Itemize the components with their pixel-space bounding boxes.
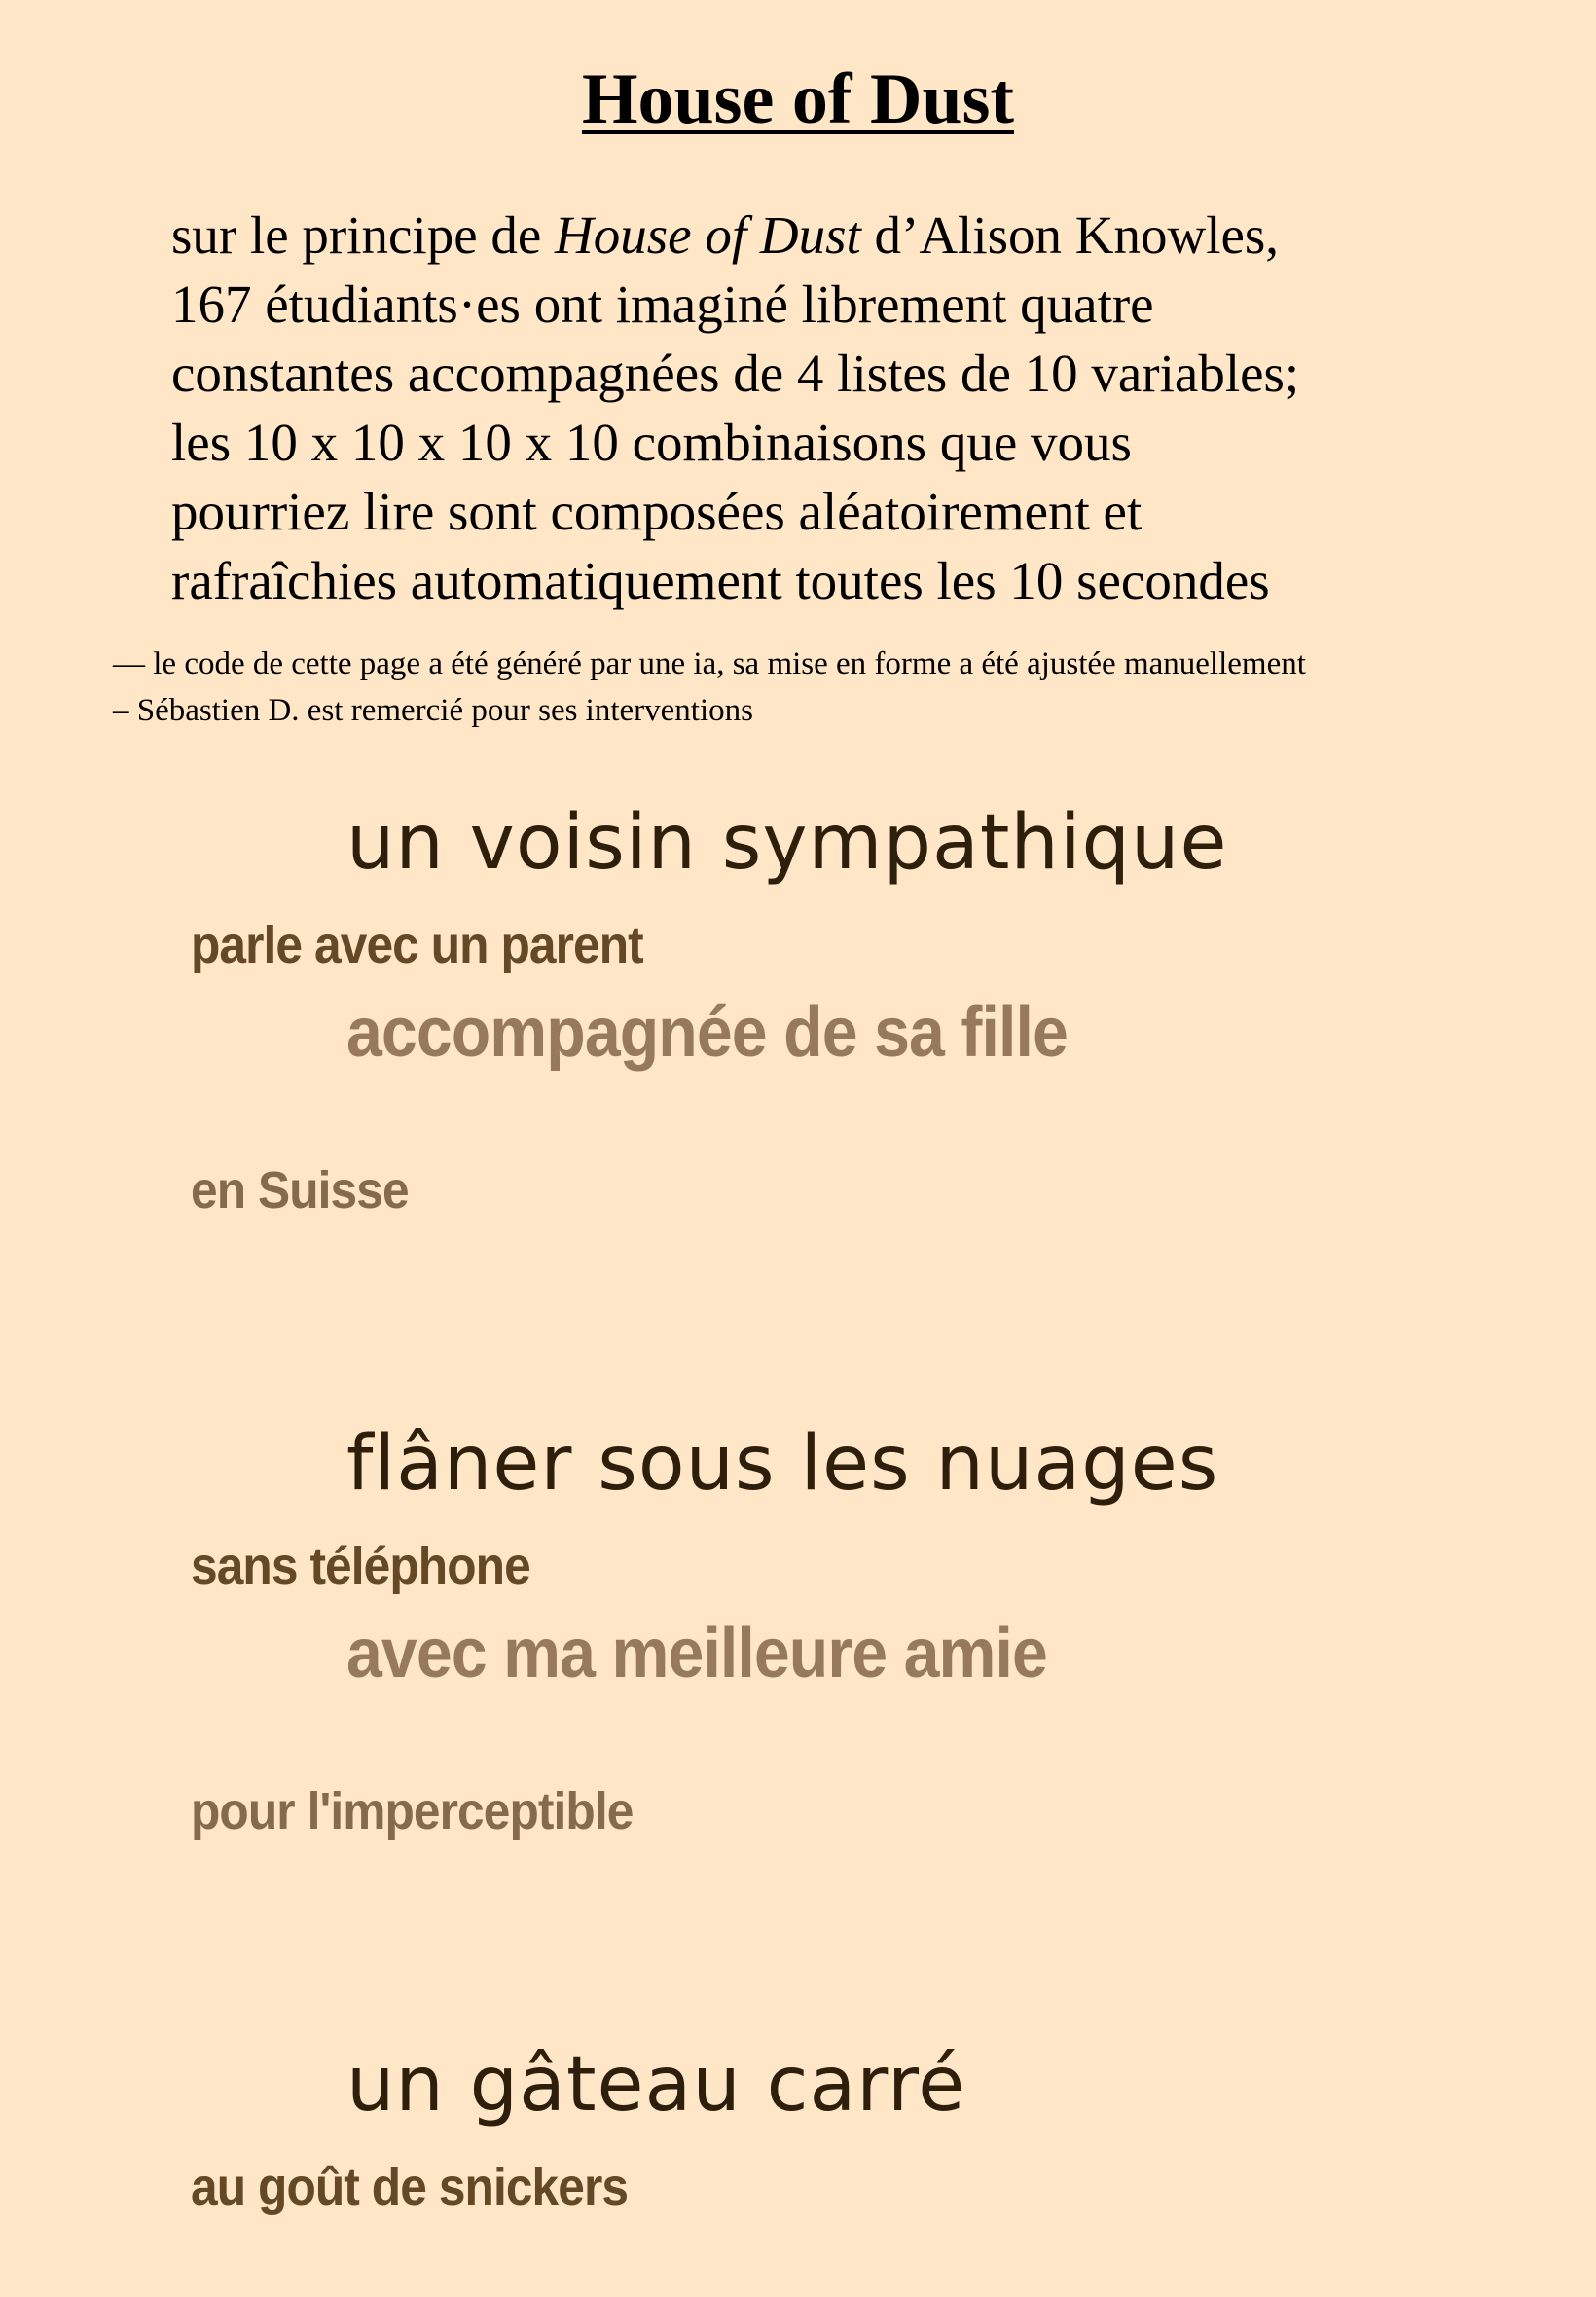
intro-line-1-end: d’Alison Knowles, bbox=[860, 205, 1280, 265]
combination-constant: un voisin sympathique bbox=[346, 799, 1228, 887]
combination-variable-2: avec ma meilleure amie bbox=[346, 1615, 1047, 1693]
credits-note bbox=[113, 640, 1306, 734]
combination-variable-3: pour l'imperceptible bbox=[191, 1782, 634, 1841]
intro-work-title: House of Dust bbox=[555, 205, 861, 265]
combination-variable-1: parle avec un parent bbox=[191, 916, 643, 974]
intro-paragraph bbox=[171, 201, 1436, 615]
combination-variable-1: sans téléphone bbox=[191, 1537, 530, 1595]
combination-variable-1: au goût de snickers bbox=[191, 2158, 629, 2216]
intro-line-1 bbox=[171, 201, 1436, 270]
page-title: House of Dust bbox=[581, 59, 1015, 139]
credits-line-1: — le code de cette page a été généré par une ia, sa mise en forme a été ajustée manuellement bbox=[113, 646, 1306, 681]
intro-line-1-start: sur le principe de bbox=[171, 205, 556, 265]
intro-line-5: pourriez lire sont composées aléatoirement et bbox=[171, 482, 1143, 541]
combination-variable-3: en Suisse bbox=[191, 1161, 409, 1220]
combination-constant: un gâteau carré bbox=[346, 2041, 966, 2129]
combination-constant: flâner sous les nuages bbox=[346, 1420, 1219, 1508]
intro-line-3: constantes accompagnées de 4 listes de 10 variables; bbox=[171, 344, 1300, 403]
intro-line-6: rafraîchies automatiquement toutes les 10 secondes bbox=[171, 551, 1270, 610]
intro-line-2: 167 étudiants·es ont imaginé librement quatre bbox=[171, 274, 1154, 334]
credits-line-2: – Sébastien D. est remercié pour ses interventions bbox=[113, 693, 753, 728]
combination-variable-2: accompagnée de sa fille bbox=[346, 994, 1068, 1072]
intro-line-4: les 10 x 10 x 10 x 10 combinaisons que vous bbox=[171, 413, 1132, 472]
